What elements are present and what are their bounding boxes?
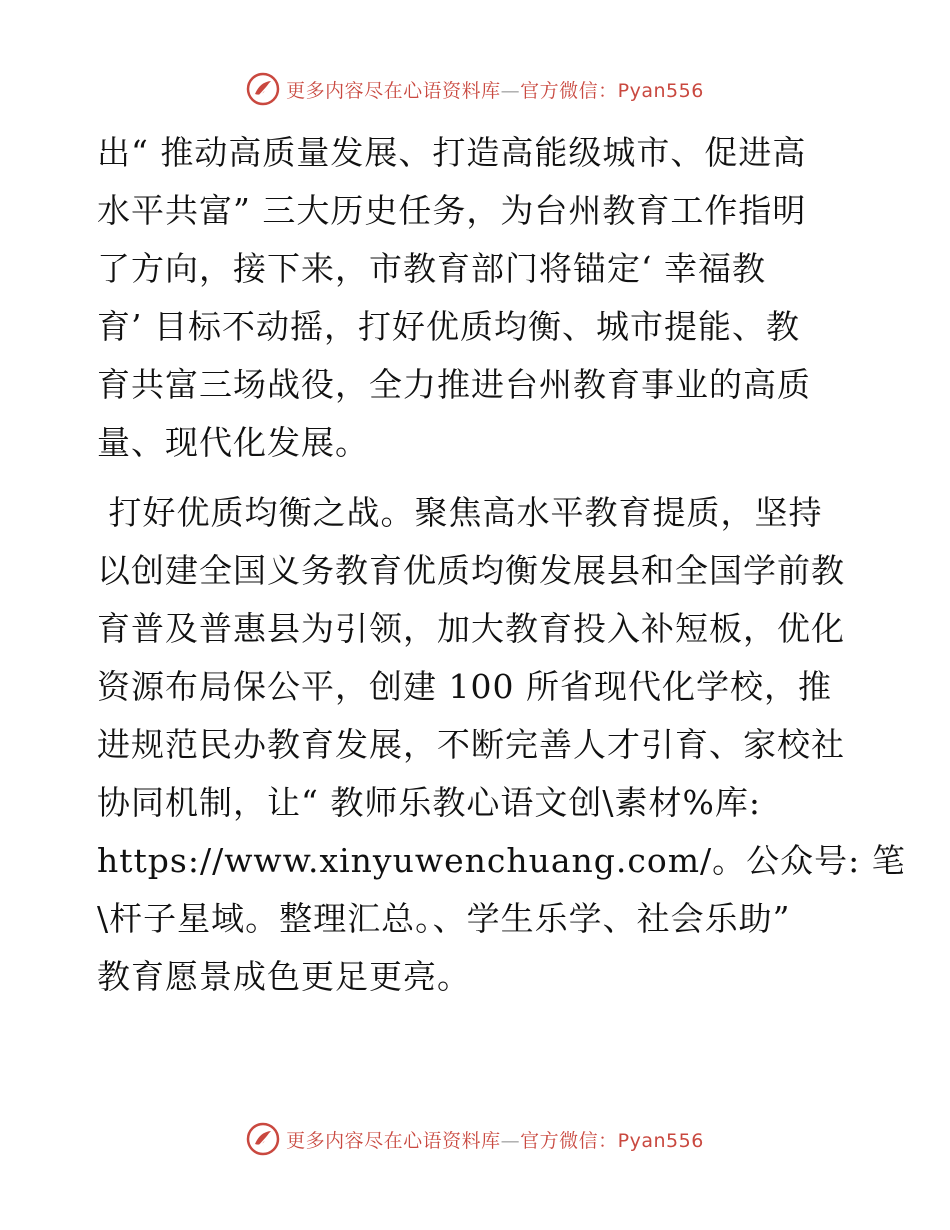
text-line: 育普及普惠县为引领，加大教育投入补短板，优化	[97, 609, 845, 648]
header-banner-main: 更多内容尽在心语资料库	[286, 79, 501, 102]
paragraph-gap	[97, 472, 857, 484]
text-line: 了方向，接下来，市教育部门将锚定‘ 幸福教	[97, 249, 766, 288]
header-banner	[0, 72, 950, 106]
header-banner-contact: 官方微信：Pyan556	[520, 79, 704, 102]
logo-icon	[246, 72, 280, 106]
text-line: 进规范民办教育发展，不断完善人才引育、家校社	[97, 725, 845, 764]
document-body	[97, 124, 906, 1006]
text-line-link: https://www.xinyuwenchuang.com/。公众号: 笔	[97, 841, 906, 880]
text-line: 资源布局保公平，创建 100 所省现代化学校，推	[97, 667, 832, 706]
text-line: 量、现代化发展。	[97, 423, 369, 462]
paragraph-2	[97, 484, 906, 1006]
logo-icon	[246, 1122, 280, 1156]
footer-banner-dash: —	[500, 1129, 521, 1152]
header-banner-text	[286, 76, 704, 103]
paragraph-1	[97, 124, 857, 472]
text-line: 教育愿景成色更足更亮。	[97, 957, 471, 996]
text-line: 打好优质均衡之战。聚焦高水平教育提质，坚持	[97, 493, 823, 532]
text-line: 出“ 推动高质量发展、打造高能级城市、促进高	[97, 133, 807, 172]
footer-banner-text	[286, 1126, 704, 1153]
header-banner-dash: —	[500, 79, 521, 102]
text-line: 水平共富” 三大历史任务，为台州教育工作指明	[97, 191, 807, 230]
text-line: 育共富三场战役，全力推进台州教育事业的高质	[97, 365, 811, 404]
text-line: 育’ 目标不动摇，打好优质均衡、城市提能、教	[97, 307, 800, 346]
footer-banner	[0, 1122, 950, 1156]
text-line: 以创建全国义务教育优质均衡发展县和全国学前教	[97, 551, 845, 590]
text-line: \杆子星域。整理汇总。、学生乐学、社会乐助”	[97, 899, 791, 938]
footer-banner-contact: 官方微信：Pyan556	[520, 1129, 704, 1152]
text-line: 协同机制，让“ 教师乐教心语文创\素材%库:	[97, 783, 761, 822]
footer-banner-main: 更多内容尽在心语资料库	[286, 1129, 501, 1152]
